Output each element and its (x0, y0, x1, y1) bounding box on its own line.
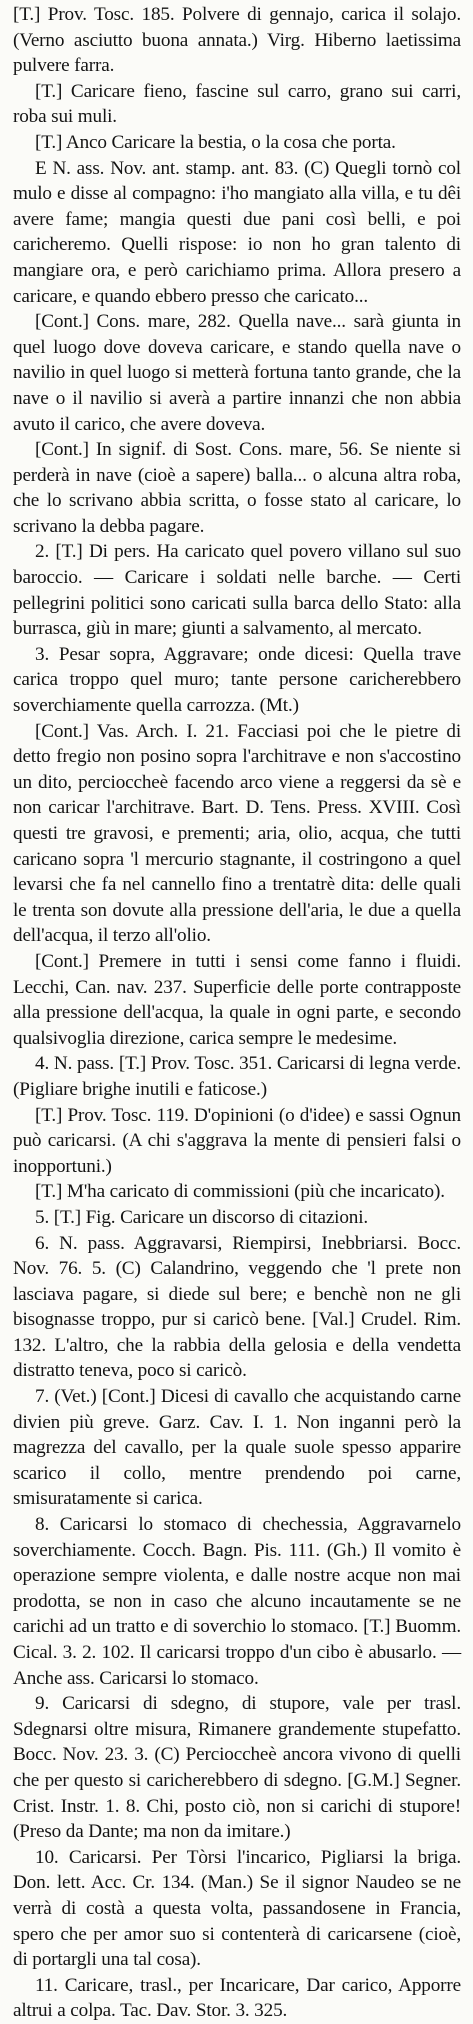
paragraph: [T.] M'ha caricato di commissioni (più che incaricato). (35, 1181, 445, 1203)
paragraph: [Cont.] Cons. mare, 282. Quella nave... sarà giunta in quel luogo dove doveva caricare, e stando quella nave o navilio in quel luogo si metterà fortuna tanto grande, che la nave o il navilio si averà a partire innanzi che non abbia avuto il carico, che avere doveva. (13, 311, 461, 435)
paragraph: 7. (Vet.) [Cont.] Dicesi di cavallo che acquistando carne divien più greve. Garz. Cav. I. 1. Non inganni però la magrezza del cavallo, per la quale suole spesso apparire scarico il collo, mentre prendendo poi carne, smisuratamente si carica. (13, 1386, 461, 1510)
paragraph: [Cont.] In signif. di Sost. Cons. mare, 56. Se niente si perderà in nave (cioè a sapere) balla... o alcuna altra roba, che lo scrivano abbia scritta, o fosse stato al caricare, lo scrivano la debba pagare. (13, 439, 461, 537)
paragraph: [T.] Anco Caricare la bestia, o la cosa che porta. (35, 131, 396, 153)
paragraph: [T.] Prov. Tosc. 119. D'opinioni (o d'idee) e sassi Ognun può caricarsi. (A chi s'aggrava la mente di pensieri falsi o inopportuni.) (13, 1104, 461, 1177)
paragraph: [T.] Caricare fieno, fascine sul carro, grano sui carri, roba sui muli. (13, 80, 461, 128)
paragraph: 5. [T.] Fig. Caricare un discorso di citazioni. (35, 1206, 369, 1228)
paragraph: 9. Caricarsi di sdegno, di stupore, vale per trasl. Sdegnarsi oltre misura, Rimanere grandemente stupefatto. Bocc. Nov. 23. 3. (C) Percioccheè ancora vivono di quelli che per questo si caricherebbero di sdegno. [G.M.] Segner. Crist. Instr. 1. 8. Chi, posto ciò, non si carichi di stupore! (Preso da Dante; ma non da imitare.) (13, 1693, 461, 1843)
paragraph: 2. [T.] Di pers. Ha caricato quel povero villano sul suo baroccio. — Caricare i soldati nelle barche. — Certi pellegrini politici sono caricati sulla barca dello Stato: alla burrasca, giù in mare; giunti a salvamento, al mercato. (13, 541, 461, 640)
paragraph: 6. N. pass. Aggravarsi, Riempirsi, Inebbriarsi. Bocc. Nov. 76. 5. (C) Calandrino, veggendo che 'l prete non lasciava pagare, si diede sul bere; e benchè non ne gli bisognasse troppo, pur si caricò bene. [Val.] Crudel. Rim. 132. L'altro, che la rabbia della gelosia e della vendetta distratto teneva, poco si caricò. (13, 1232, 461, 1382)
paragraph: 4. N. pass. [T.] Prov. Tosc. 351. Caricarsi di legna verde. (Pigliare brighe inutili e faticose.) (13, 1053, 461, 1100)
paragraph: 8. Caricarsi lo stomaco di chechessia, Aggravarnelo soverchiamente. Cocch. Bagn. Pis. 111. (Gh.) Il vomito è operazione sempre violenta, e dalle nostre acque non mai prodotta, se non in caso che alcuno incautamente se ne carichi ad un tratto e di soverchio lo stomaco. [T.] Buomm. Cical. 3. 2. 102. Il caricarsi troppo d'un cibo è abusarlo. — Anche ass. Caricarsi lo stomaco. (13, 1514, 461, 1689)
paragraph: [Cont.] Vas. Arch. I. 21. Facciasi poi che le pietre di detto fregio non posino sopra l'architrave e non s'accostino un dito, percioccheè facendo arco viene a reggersi da sè e non caricar l'architrave. Bart. D. Tens. Press. XVIII. Così questi tre gravosi, e prementi; aria, olio, acqua, che tutti caricano sopra 'l mercurio stagnante, il costringono a quel levarsi che fa nel cannello fino a trentatrè dita: delle quali le trenta son dovute alla pressione dell'aria, le due a quella dell'acqua, il terzo all'olio. (13, 720, 461, 947)
paragraph: 10. Caricarsi. Per Tòrsi l'incarico, Pigliarsi la briga. Don. lett. Acc. Cr. 134. (Man.) Se il signor Naudeo se ne verrà di costà a questa volta, passandosene in Francia, spero che per amor suo si contenterà di caricarsene (cioè, di portargli una tal cosa). (13, 1846, 461, 1971)
paragraph: 11. Caricare, trasl., per Incaricare, Dar carico, Apporre altrui a colpa. Tac. Dav. Stor. 3. 325. (13, 1974, 461, 2022)
paragraph: [Cont.] Premere in tutti i sensi come fanno i fluidi. Lecchi, Can. nav. 237. Superficie delle porte contrapposte alla pressione dell'acqua, la quale in ogni parte, e secondo qualsivoglia direzione, carica sempre le medesime. (13, 950, 461, 1049)
paragraph: 3. Pesar sopra, Aggravare; onde dicesi: Quella trave carica troppo quel muro; tante persone caricherebbero soverchiamente quella carrozza. (Mt.) (13, 643, 461, 717)
paragraph: E N. ass. Nov. ant. stamp. ant. 83. (C) Quegli tornò col mulo e disse al compagno: i'ho mangiato alla villa, e tu dêi avere fame; mangia questi due pani così belli, e poi caricheremo. Quelli rispose: io non ho gran talento di mangiare ora, e però carichiamo prima. Allora presero a caricare, e quando ebbero presso che caricato... (13, 157, 461, 307)
paragraph: [T.] Prov. Tosc. 185. Polvere di gennajo, carica il solajo. (Verno asciutto buona annata.) Virg. Hiberno laetissima pulvere farra. (13, 4, 461, 77)
